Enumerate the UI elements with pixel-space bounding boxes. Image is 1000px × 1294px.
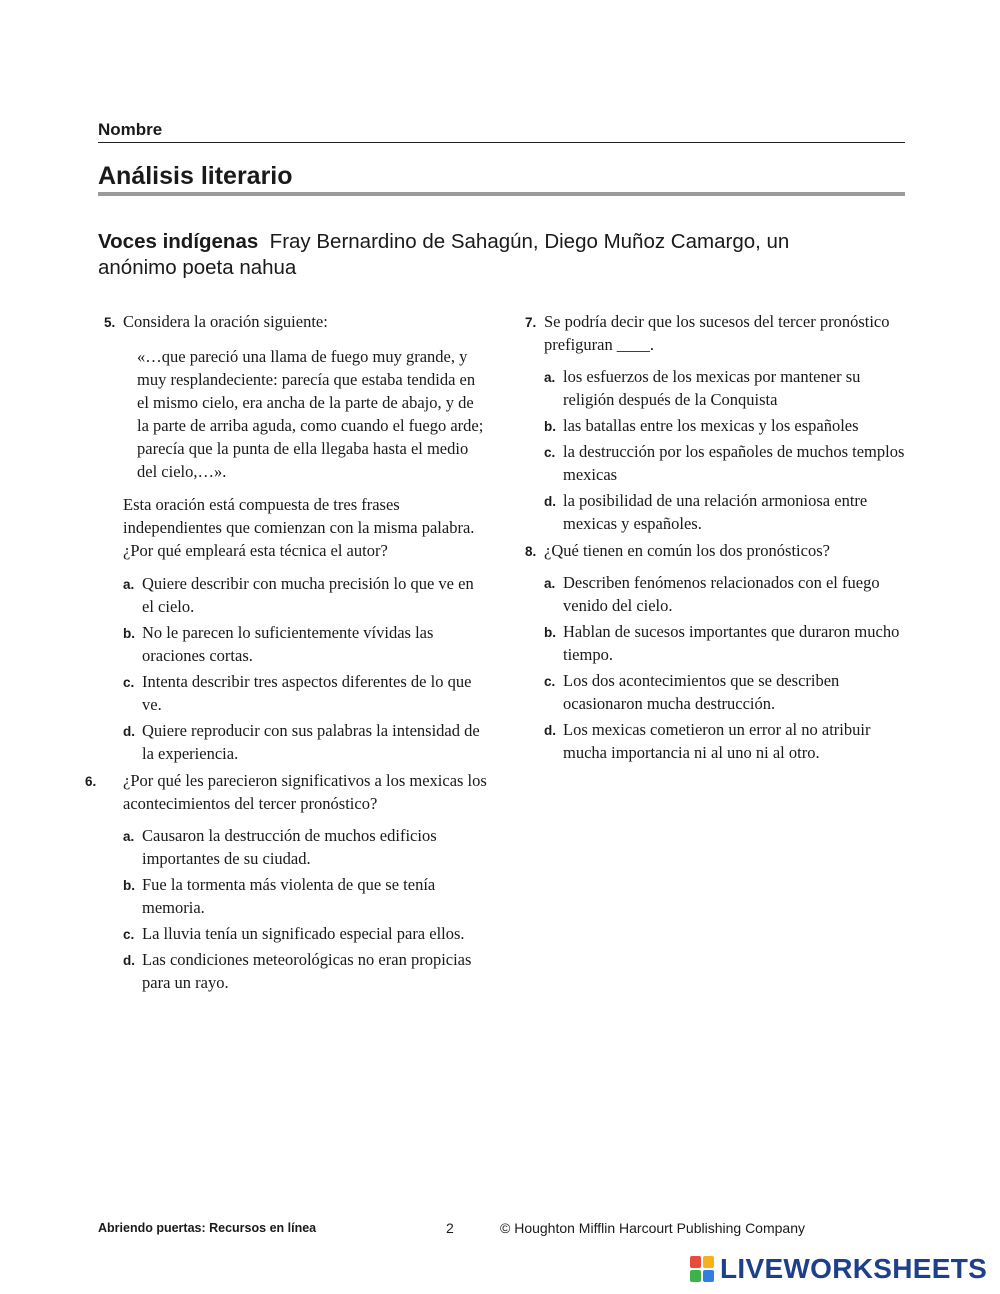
right-column <box>525 310 915 768</box>
brand-name: LIVEWORKSHEETS <box>720 1253 988 1284</box>
option-text: los esfuerzos de los mexicas por mantener su religión después de la Conquista <box>563 367 861 409</box>
selection-title: Voces indígenas <box>98 230 259 253</box>
option-text: Intenta describir tres aspectos diferentes de lo que ve. <box>142 672 472 714</box>
liveworksheets-brand[interactable] <box>690 1254 987 1284</box>
question-number: 7. <box>525 315 537 330</box>
option-d[interactable] <box>544 489 915 535</box>
logo-tile <box>703 1256 714 1268</box>
option-text: Quiere describir con mucha precisión lo que ve en el cielo. <box>142 574 474 616</box>
question-6 <box>85 769 489 815</box>
option-letter: a. <box>544 576 556 591</box>
logo-tile <box>690 1256 701 1268</box>
option-text: Los dos acontecimientos que se describen ocasionaron mucha destrucción. <box>563 671 840 713</box>
option-d[interactable] <box>544 718 915 764</box>
question-number: 8. <box>525 544 537 559</box>
question-number: 5. <box>104 315 116 330</box>
name-label: Nombre <box>98 120 163 139</box>
question-5-quote: «…que pareció una llama de fuego muy grande, y muy resplandeciente: parecía que estaba tendida en el mismo cielo, era ancha de la parte de abajo, y de la parte de arriba aguda, como cuando el fuego arde; parecía que la punta de ella llegaba hasta el medio del cielo,…». <box>137 347 484 481</box>
option-a[interactable] <box>544 365 915 411</box>
question-7-options <box>544 365 915 535</box>
option-letter: b. <box>544 625 556 640</box>
question-number: 6. <box>85 774 97 789</box>
option-text: Causaron la destrucción de muchos edificios importantes de su ciudad. <box>142 826 437 868</box>
question-7 <box>525 310 915 356</box>
name-line <box>98 142 905 143</box>
option-letter: c. <box>544 674 556 689</box>
option-text: Fue la tormenta más violenta de que se tenía memoria. <box>142 875 436 917</box>
question-5-options <box>123 572 489 765</box>
option-letter: a. <box>123 577 135 592</box>
option-letter: c. <box>123 675 135 690</box>
option-b[interactable] <box>544 620 915 666</box>
question-5-text: Esta oración está compuesta de tres frases independientes que comienzan con la misma palabra. ¿Por qué empleará esta técnica el autor? <box>123 495 475 560</box>
option-c[interactable] <box>123 922 489 945</box>
option-letter: d. <box>123 724 135 739</box>
page-title: Análisis literario <box>98 162 293 190</box>
option-text: Hablan de sucesos importantes que duraron mucho tiempo. <box>563 622 900 664</box>
option-b[interactable] <box>544 414 915 437</box>
option-letter: a. <box>123 829 135 844</box>
option-text: Las condiciones meteorológicas no eran propicias para un rayo. <box>142 950 472 992</box>
option-letter: d. <box>544 723 556 738</box>
option-c[interactable] <box>544 669 915 715</box>
question-8 <box>525 539 915 562</box>
option-d[interactable] <box>123 719 489 765</box>
option-a[interactable] <box>544 571 915 617</box>
logo-tile <box>690 1270 701 1282</box>
option-text: Describen fenómenos relacionados con el fuego venido del cielo. <box>563 573 880 615</box>
option-d[interactable] <box>123 948 489 994</box>
option-letter: a. <box>544 370 556 385</box>
question-5 <box>104 310 489 333</box>
copyright: © Houghton Mifflin Harcourt Publishing Company <box>500 1220 805 1236</box>
question-6-options <box>123 824 489 994</box>
question-prompt: Considera la oración siguiente: <box>123 312 328 331</box>
option-letter: d. <box>123 953 135 968</box>
option-letter: c. <box>123 927 135 942</box>
option-letter: b. <box>123 626 135 641</box>
option-text: La lluvia tenía un significado especial para ellos. <box>142 924 465 943</box>
option-text: Quiere reproducir con sus palabras la intensidad de la experiencia. <box>142 721 480 763</box>
left-column <box>85 310 489 998</box>
option-b[interactable] <box>123 873 489 919</box>
option-letter: d. <box>544 494 556 509</box>
option-a[interactable] <box>123 824 489 870</box>
option-text: las batallas entre los mexicas y los españoles <box>563 416 859 435</box>
option-c[interactable] <box>123 670 489 716</box>
question-prompt: ¿Qué tienen en común los dos pronósticos? <box>544 541 830 560</box>
title-divider <box>98 192 905 196</box>
question-prompt: Se podría decir que los sucesos del tercer pronóstico prefiguran ____. <box>544 312 890 354</box>
option-text: la posibilidad de una relación armoniosa entre mexicas y españoles. <box>563 491 868 533</box>
option-text: la destrucción por los españoles de muchos templos mexicas <box>563 442 905 484</box>
logo-tile <box>703 1270 714 1282</box>
option-c[interactable] <box>544 440 915 486</box>
option-b[interactable] <box>123 621 489 667</box>
option-text: No le parecen lo suficientemente vívidas las oraciones cortas. <box>142 623 434 665</box>
page-number: 2 <box>446 1220 454 1236</box>
option-letter: b. <box>123 878 135 893</box>
footer-book-title: Abriendo puertas: Recursos en línea <box>98 1221 317 1235</box>
option-text: Los mexicas cometieron un error al no atribuir mucha importancia ni al uno ni al otro. <box>563 720 871 762</box>
question-8-options <box>544 571 915 764</box>
option-letter: c. <box>544 445 556 460</box>
question-prompt: ¿Por qué les parecieron significativos a los mexicas los acontecimientos del tercer pronóstico? <box>123 771 487 813</box>
option-letter: b. <box>544 419 556 434</box>
liveworksheets-logo-icon <box>690 1256 714 1282</box>
selection-authors: Fray Bernardino de Sahagún, Diego Muñoz Camargo, un anónimo poeta nahua <box>98 230 790 279</box>
option-a[interactable] <box>123 572 489 618</box>
selection-subtitle <box>98 229 858 281</box>
